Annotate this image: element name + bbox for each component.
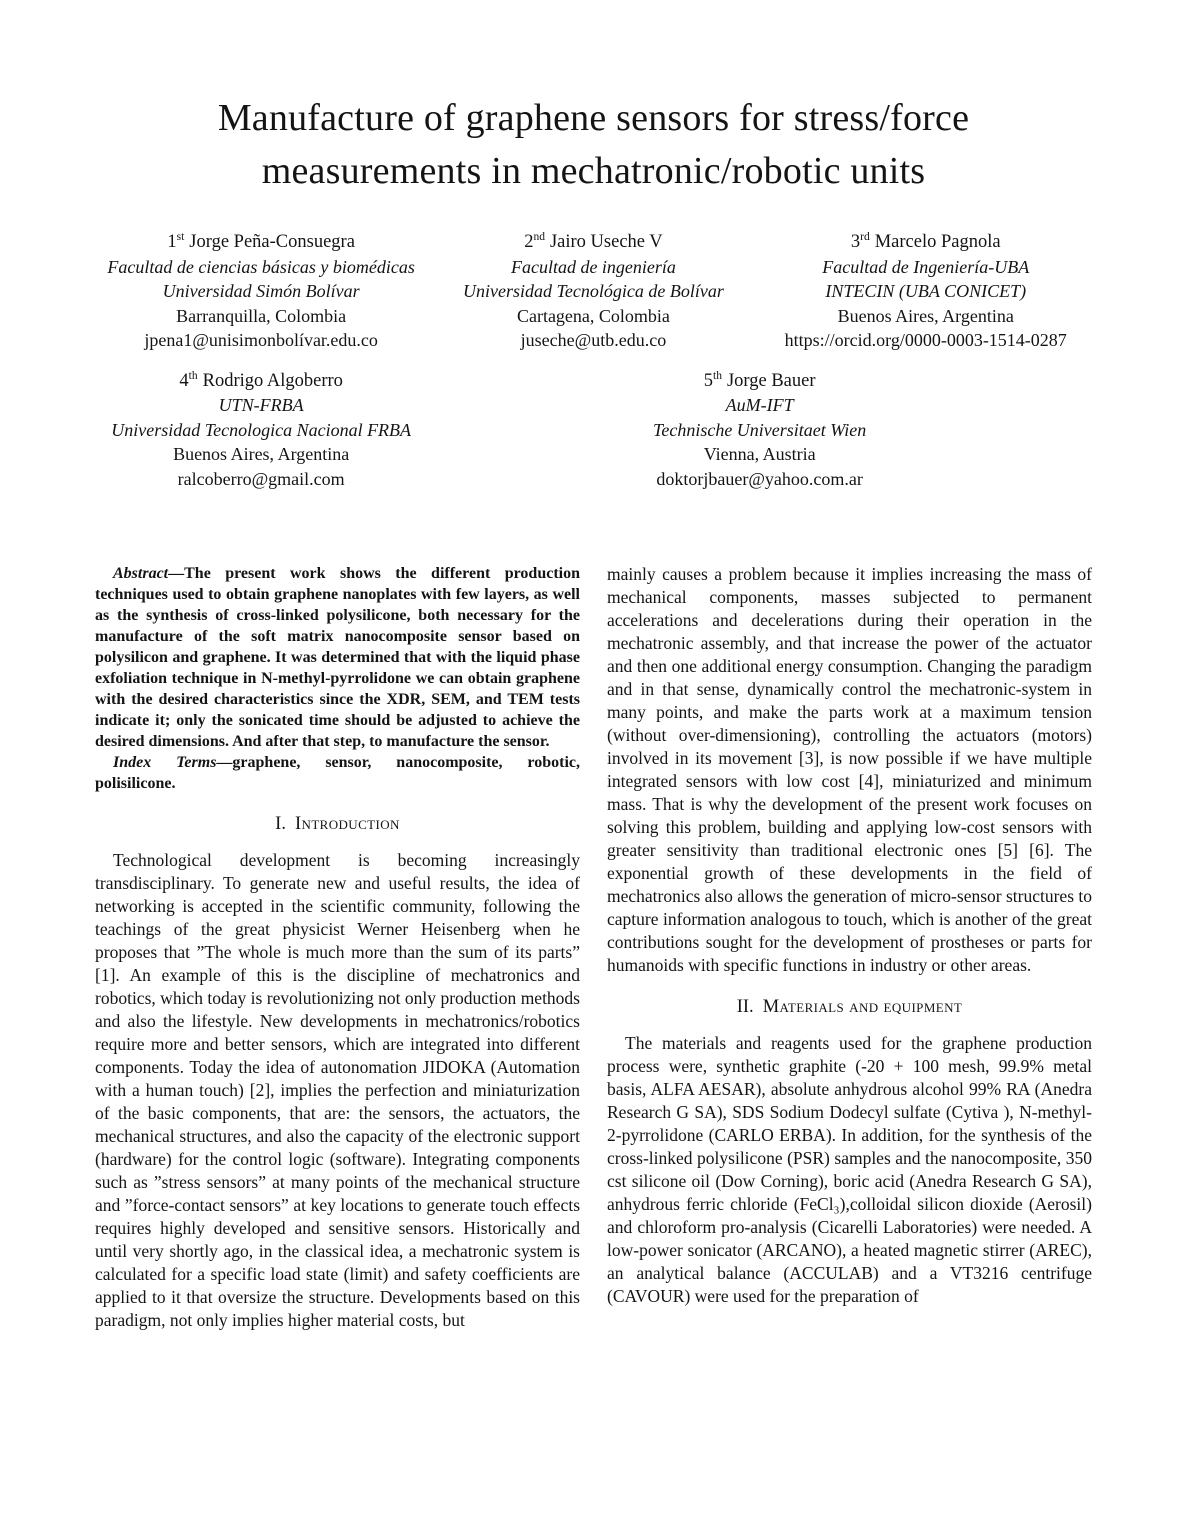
- paper-title-line1: Manufacture of graphene sensors for stress/force: [217, 97, 970, 139]
- author-1-city: Barranquilla, Colombia: [176, 305, 347, 326]
- section-number-introduction: I.: [275, 814, 286, 834]
- author-block-4: [95, 369, 427, 492]
- materials-paragraph-col2: The materials and reagents used for the graphene production process were, synthetic graphite (-20 + 100 mesh, 99.9% metal basis, ALFA AESAR), absolute anhydrous alcohol 99% RA (Anedra Research G SA), SDS Sodium Dodecyl sulfate (Cytiva ), N-methyl-2-pyrrolidone (CARLO ERBA). In addition, for the synthesis of the cross-linked polysilicone (PSR) samples and the nanocomposite, 350 cst silicone oil (Dow Corning), boric acid (Anedra Research G SA), anhydrous ferric chloride (FeCl₃),colloidal silicon dioxide (Aerosil) and chloroform pro-analysis (Cicarelli Laboratories) were needed. A low-power sonicator (ARCANO), a heated magnetic stirrer (AREC), an analytical balance (ACCULAB) and a VT3216 centrifuge (CAVOUR) were used for the preparation of: [607, 1033, 1092, 1306]
- author-block-5: [427, 369, 1092, 492]
- author-5-department: AuM-IFT: [725, 395, 794, 415]
- authors-row-1: [95, 230, 1092, 353]
- author-3-city: Buenos Aires, Argentina: [837, 305, 1014, 326]
- author-4-name-line: [95, 369, 427, 394]
- author-5-institution: Technische Universitaet Wien: [652, 419, 867, 440]
- author-column-5: [427, 369, 1092, 492]
- author-3-department: Facultad de Ingeniería-UBA: [822, 256, 1030, 277]
- author-5-city: Vienna, Austria: [703, 444, 816, 464]
- author-block-1: [95, 230, 427, 353]
- author-block-2: [427, 230, 759, 353]
- two-column-body: [95, 563, 1092, 1332]
- author-1-ordinal-suffix: st: [176, 230, 185, 243]
- author-2-ordinal-suffix: nd: [533, 230, 545, 243]
- author-5-name: Jorge Bauer: [726, 370, 816, 391]
- author-2-name: Jairo Useche V: [549, 232, 663, 252]
- author-4-department: UTN-FRBA: [218, 395, 304, 415]
- index-terms-label: Index Terms: [113, 754, 217, 771]
- author-4-city: Buenos Aires, Argentina: [173, 444, 350, 464]
- author-4-institution: Universidad Tecnologica Nacional FRBA: [111, 419, 412, 440]
- author-5-ordinal-suffix: th: [713, 369, 722, 382]
- abstract-paragraph: [95, 563, 580, 752]
- author-3-ordinal: 3: [850, 232, 861, 252]
- author-3-ordinal-suffix: rd: [860, 230, 870, 243]
- author-5-email: doktorjbauer@yahoo.com.ar: [656, 468, 863, 489]
- paper-title-line2: measurements in mechatronic/robotic units: [261, 150, 926, 192]
- author-block-3: [760, 230, 1092, 353]
- author-3-orcid: https://orcid.org/0000-0003-1514-0287: [784, 330, 1067, 350]
- abstract-label: Abstract: [113, 565, 169, 582]
- author-4-ordinal: 4: [179, 370, 189, 391]
- author-2-city: Cartagena, Colombia: [516, 305, 670, 326]
- section-title-materials: Materials and equipment: [762, 997, 963, 1017]
- author-1-institution: Universidad Simón Bolívar: [162, 281, 360, 301]
- author-1-email: jpena1@unisimonbolívar.edu.co: [144, 330, 378, 350]
- author-1-name-line: [95, 230, 427, 255]
- section-heading-materials: [607, 995, 1092, 1019]
- author-2-department: Facultad de ingeniería: [510, 256, 676, 277]
- introduction-paragraph-col1: Technological development is becoming increasingly transdisciplinary. To generate new and useful results, the idea of networking is accepted in the scientific community, following the teachings of the great physicist Werner Heisenberg when he proposes that ”The whole is much more than the sum of its parts” [1]. An example of this is the discipline of mechatronics and robotics, which today is revolutionizing not only production methods and also the lifestyle. New developments in mechatronics/robotics require more and better sensors, which are integrated into different components. Today the idea of autonomation JIDOKA (Automation with a human touch) [2], implies the perfection and miniaturization of the basic components, that are: the sensors, the actuators, the mechanical structures, and also the capacity of the electronic support (hardware) for the control logic (software). Integrating components such as ”stress sensors” at many points of the mechanical structure and ”force-contact sensors” at key locations to generate touch effects requires highly developed and sensitive sensors. Historically and until very shortly ago, in the classical idea, a mechatronic system is calculated for a specific load state (limit) and safety coefficients are applied to it that oversize the structure. Developments based on this paradigm, not only implies higher material costs, but: [95, 850, 580, 1330]
- author-1-name: Jorge Peña-Consuegra: [189, 232, 355, 252]
- author-1-ordinal: 1: [167, 232, 177, 252]
- section-title-introduction: Introduction: [294, 814, 400, 834]
- author-2-institution: Universidad Tecnológica de Bolívar: [463, 281, 724, 301]
- author-column-4: [95, 369, 427, 492]
- author-3-name-line: [760, 230, 1092, 255]
- author-3-name: Marcelo Pagnola: [874, 232, 1001, 252]
- author-column-2: [427, 230, 759, 353]
- author-column-3: [760, 230, 1092, 353]
- author-5-ordinal: 5: [703, 370, 714, 391]
- author-4-email: ralcoberro@gmail.com: [177, 468, 345, 489]
- authors-row-2: [95, 369, 1092, 492]
- author-3-institution: INTECIN (UBA CONICET): [825, 281, 1027, 301]
- author-column-1: [95, 230, 427, 353]
- author-2-name-line: [427, 230, 759, 255]
- author-2-email: juseche@utb.edu.co: [520, 330, 667, 350]
- author-4-ordinal-suffix: th: [188, 369, 198, 382]
- author-2-ordinal: 2: [524, 232, 534, 252]
- introduction-paragraph-col2: mainly causes a problem because it implies increasing the mass of mechanical components, masses subjected to permanent accelerations and decelerations during their operation in the mechatronic assembly, and that increase the power of the actuator and then one additional energy consumption. Changing the paradigm and in that sense, dynamically control the mechatronic-system in many points, and make the parts work at a maximum tension (without over-dimensioning), controlling the actuators (motors) involved in its movement [3], is now possible if we have multiple integrated sensors with low cost [4], miniaturized and minimum mass. That is why the development of the present work focuses on solving this problem, building and applying low-cost sensors with greater sensitivity than traditional electronic ones [5] [6]. The exponential growth of these developments in the field of mechatronics also allows the generation of micro-sensor structures to capture information analogous to touch, which is another of the great contributions sought for the development of prostheses or parts for humanoids with specific functions in industry or other areas.: [607, 564, 1092, 975]
- abstract-text: —The present work shows the different production techniques used to obtain graphene nanoplates with few layers, as well as the synthesis of cross-linked polysilicone, both necessary for the manufacture of the soft matrix nanocomposite sensor based on polysilicon and graphene. It was determined that with the liquid phase exfoliation technique in N-methyl-pyrrolidone we can obtain graphene with the desired characteristics since the XDR, SEM, and TEM tests indicate it; only the sonicated time should be adjusted to achieve the desired dimensions. And after that step, to manufacture the sensor.: [95, 565, 580, 750]
- index-terms-text: —graphene, sensor, nanocomposite, robotic, polisilicone.: [95, 754, 580, 792]
- section-number-materials: II.: [736, 997, 754, 1017]
- left-column: [95, 563, 580, 1332]
- author-4-name: Rodrigo Algoberro: [202, 370, 343, 391]
- right-column: [607, 563, 1092, 1332]
- paper-title: [95, 92, 1092, 198]
- index-terms-paragraph: [95, 752, 580, 794]
- author-1-department: Facultad de ciencias básicas y biomédicas: [107, 256, 415, 277]
- author-5-name-line: [427, 369, 1092, 394]
- section-heading-introduction: [95, 812, 580, 836]
